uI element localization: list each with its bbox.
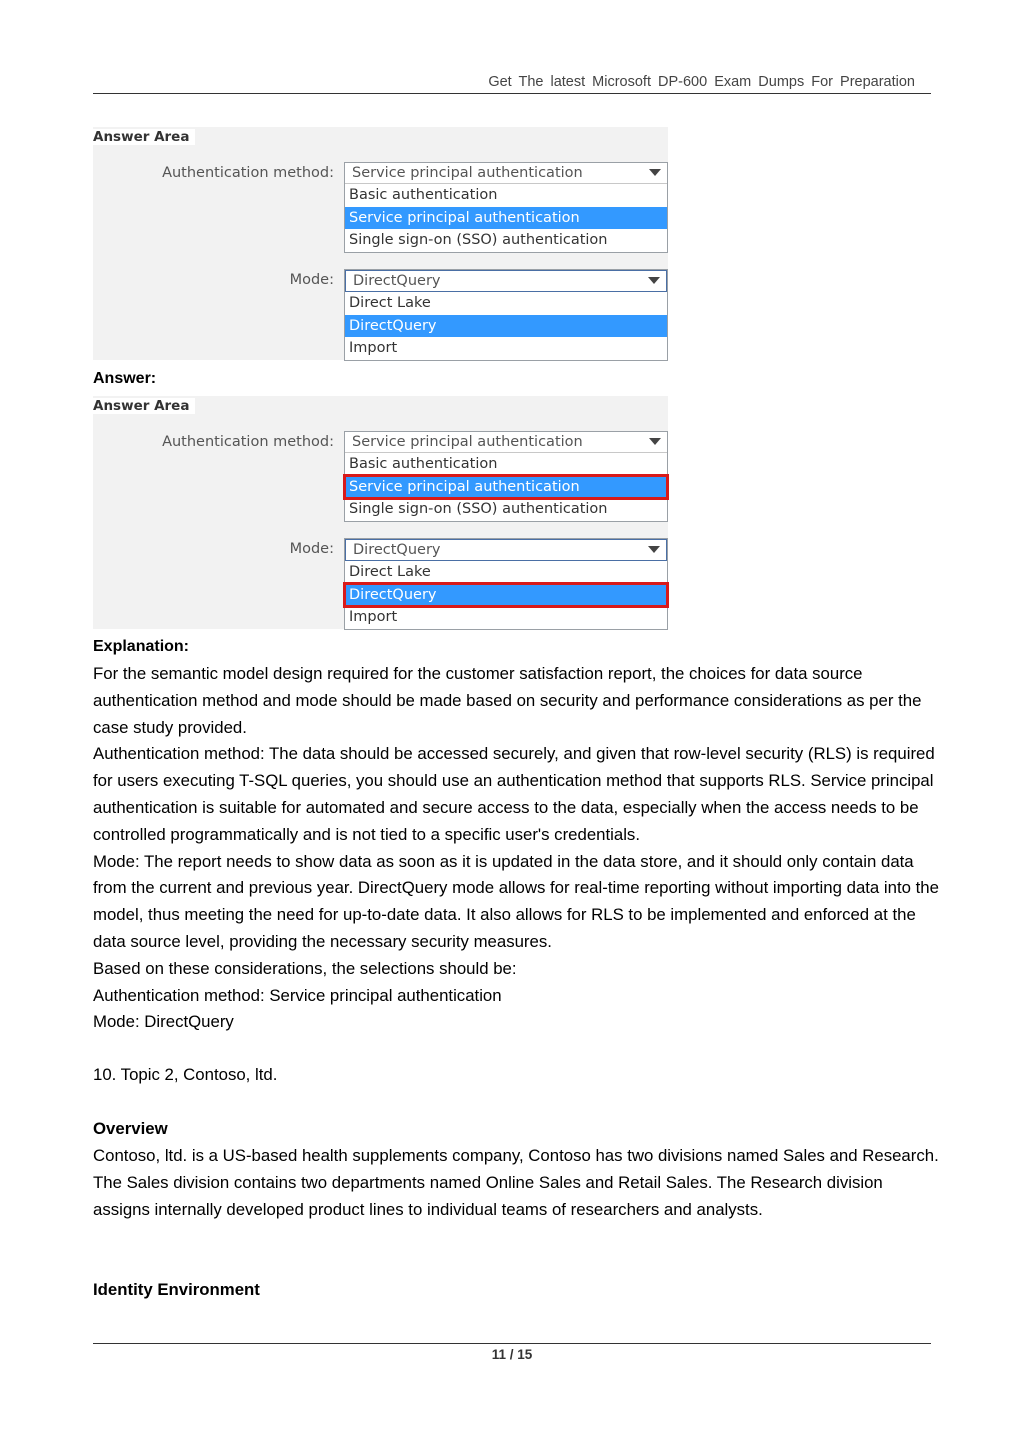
answer-answer-area: [93, 396, 668, 629]
dropdown-arrow-icon[interactable]: [649, 438, 661, 445]
header-divider: [93, 93, 931, 94]
explanation-paragraph: Mode: The report needs to show data as soon as it is updated in the data store, and it should only contain data from the current and previous year. DirectQuery mode allows for real-time reporting without importing data into the model, thus meeting the need for up-to-date data. It also allows for RLS to be implemented and enforced at the data source level, providing the necessary security measures.: [93, 851, 939, 951]
overview-body: [93, 1143, 943, 1223]
selected-value: Service principal authentication: [352, 434, 583, 450]
explanation-paragraph: Authentication method: The data should be accessed securely, and given that row-level security (RLS) is required for users executing T-SQL queries, you should use an authentication method that supports RLS. Service principal authentication is suitable for automated and secure access to the data, especially when the access needs to be controlled programmatically and is not tied to a specific user's credentials.: [93, 744, 935, 844]
explanation-paragraph: Authentication method: Service principal authentication: [93, 985, 502, 1005]
option-basic-authentication[interactable]: Basic authentication: [349, 187, 498, 203]
dropdown-arrow-icon[interactable]: [648, 277, 660, 284]
mode-selected[interactable]: [345, 539, 667, 561]
mode-selected[interactable]: [345, 270, 667, 292]
authentication-method-dropdown[interactable]: [344, 162, 668, 253]
authentication-method-label: Authentication method:: [162, 165, 334, 181]
mode-dropdown[interactable]: [344, 538, 668, 630]
option-import[interactable]: Import: [349, 609, 398, 625]
dropdown-arrow-icon[interactable]: [648, 546, 660, 553]
explanation-heading: Explanation:: [93, 638, 190, 655]
question-answer-area: [93, 127, 668, 360]
page-number: 11 / 15: [491, 1347, 533, 1362]
option-sso-authentication[interactable]: Single sign-on (SSO) authentication: [349, 232, 608, 248]
identity-environment-heading: Identity Environment: [93, 1280, 260, 1299]
option-basic-authentication[interactable]: Basic authentication: [349, 456, 498, 472]
option-directquery[interactable]: DirectQuery: [345, 584, 667, 607]
selected-value: Service principal authentication: [352, 165, 583, 181]
authentication-method-dropdown[interactable]: [344, 431, 668, 522]
authentication-method-selected[interactable]: [345, 163, 667, 184]
explanation-body: [93, 661, 943, 1036]
topic-heading: 10. Topic 2, Contoso, ltd.: [93, 1065, 278, 1084]
explanation-paragraph: Based on these considerations, the selections should be:: [93, 958, 517, 978]
mode-dropdown[interactable]: [344, 269, 668, 361]
selected-value: DirectQuery: [353, 542, 441, 558]
answer-area-title: Answer Area: [93, 129, 195, 145]
option-service-principal-authentication[interactable]: Service principal authentication: [345, 476, 667, 499]
explanation-paragraph: Mode: DirectQuery: [93, 1012, 234, 1032]
selected-value: DirectQuery: [353, 273, 441, 289]
option-direct-lake[interactable]: Direct Lake: [349, 564, 431, 580]
option-import[interactable]: Import: [349, 340, 398, 356]
option-service-principal-authentication[interactable]: Service principal authentication: [345, 207, 667, 230]
option-direct-lake[interactable]: Direct Lake: [349, 295, 431, 311]
answer-heading: Answer:: [93, 370, 157, 387]
mode-label: Mode:: [289, 272, 334, 288]
option-directquery[interactable]: DirectQuery: [345, 315, 667, 338]
dropdown-arrow-icon[interactable]: [649, 169, 661, 176]
explanation-paragraph: For the semantic model design required for the customer satisfaction report, the choices for data source authentication method and mode should be made based on security and performance considerations as per the case study provided.: [93, 664, 922, 737]
overview-paragraph: Contoso, ltd. is a US-based health supplements company, Contoso has two divisions named Sales and Research. The Sales division contains two departments named Online Sales and Retail Sales. The Research division assigns internally developed product lines to individual teams of researchers and analysts.: [93, 1146, 939, 1219]
page-header: Get The latest Microsoft DP-600 Exam Dumps For Preparation: [488, 74, 915, 90]
mode-label: Mode:: [289, 541, 334, 557]
answer-area-title: Answer Area: [93, 398, 195, 414]
overview-heading: Overview: [93, 1119, 168, 1138]
authentication-method-label: Authentication method:: [162, 434, 334, 450]
option-sso-authentication[interactable]: Single sign-on (SSO) authentication: [349, 501, 608, 517]
footer-divider: [93, 1343, 931, 1344]
authentication-method-selected[interactable]: [345, 432, 667, 453]
